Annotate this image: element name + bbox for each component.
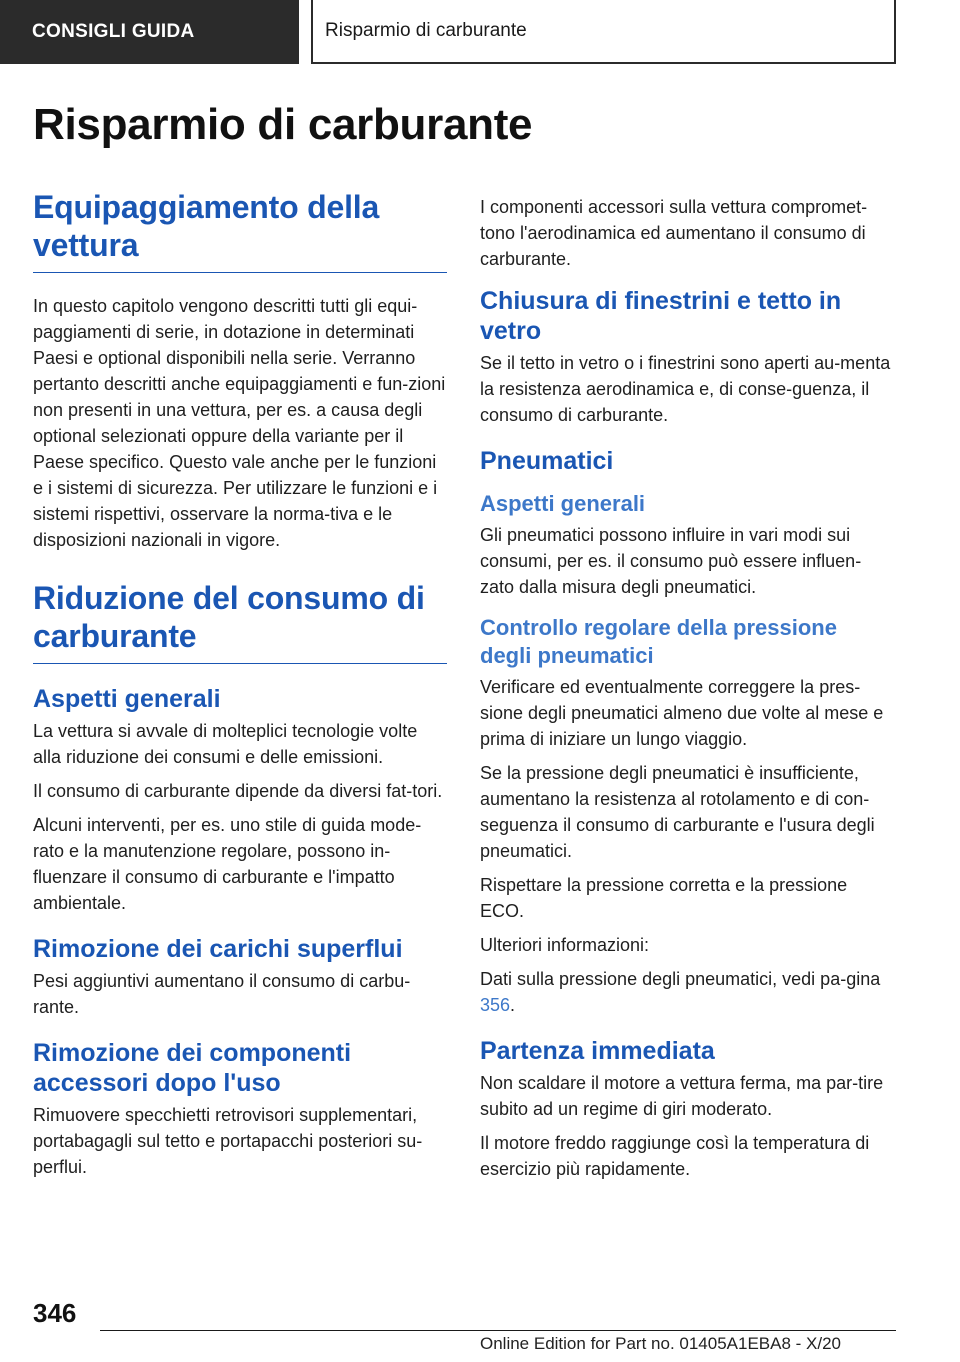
chapter-tab: Risparmio di carburante — [311, 0, 896, 64]
accessories-text: Rimuovere specchietti retrovisori supplementari, portabagagli sul tetto e portapacchi posteriori su-perflui. — [33, 1105, 423, 1177]
pressure-reference — [480, 966, 894, 1018]
general-paragraph: La vettura si avvale di molteplici tecnologie volte alla riduzione dei consumi e delle emissioni. — [33, 721, 418, 767]
general-paragraph: Alcuni interventi, per es. uno stile di guida mode-rato e la manutenzione regolare, possono in-fluenzare il consumo di carburante e l'impatto ambientale. — [33, 815, 422, 913]
pressure-paragraph: Rispettare la pressione corretta e la pressione ECO. — [480, 875, 848, 921]
section-tab: CONSIGLI GUIDA — [0, 0, 299, 64]
tyres-general-text: Gli pneumatici possono influire in vari modi sui consumi, per es. il consumo può essere influen-zato dalla misura degli pneumatici. — [480, 525, 862, 597]
pressure-reference-text: Dati sulla pressione degli pneumatici, vedi pa-gina — [480, 969, 881, 989]
tyres-general-heading: Aspetti generali — [480, 491, 646, 516]
departure-heading: Partenza immediata — [480, 1037, 715, 1065]
general-heading: Aspetti generali — [33, 685, 221, 713]
departure-paragraph: Il motore freddo raggiunge così la temperatura di esercizio più rapidamente. — [480, 1133, 870, 1179]
pressure-heading: Controllo regolare della pressione degli pneumatici — [480, 615, 837, 668]
left-column — [33, 188, 447, 1188]
tyres-heading: Pneumatici — [480, 447, 614, 475]
page-link-356[interactable]: 356 — [480, 995, 511, 1015]
accessories-heading: Rimozione dei componenti accessori dopo l'uso — [33, 1039, 352, 1097]
right-column — [480, 194, 894, 1190]
accessories-continued: I componenti accessori sulla vettura compromet-tono l'aerodinamica ed aumentano il consumo di carburante. — [480, 197, 868, 269]
pressure-paragraph: Verificare ed eventualmente correggere la pres-sione degli pneumatici almeno due volte al mese e prima di iniziare un lungo viaggio. — [480, 677, 884, 749]
page-title: Risparmio di carburante — [33, 100, 533, 149]
footer-divider — [100, 1330, 896, 1331]
reduction-heading: Riduzione del consumo di carburante — [33, 579, 447, 664]
edition-note: Online Edition for Part no. 01405A1EBA8 - X/20 — [480, 1334, 842, 1353]
pressure-reference-suffix: . — [510, 995, 516, 1015]
general-paragraph: Il consumo di carburante dipende da diversi fat-tori. — [33, 781, 443, 801]
page-number: 346 — [33, 1298, 77, 1328]
equipment-text: In questo capitolo vengono descritti tutti gli equi-paggiamenti di serie, in dotazione in determinati Paesi e optional disponibili nella serie. Verranno pertanto descritti anche equipaggiamenti e fun-zioni non presenti in una vettura, per es. a causa degli optional selezionati oppure della variante per il Paese specifico. Questo vale anche per le funzioni e i sistemi di sicurezza. Per utilizzare le funzioni e i sistemi rispettivi, osservare la norma-tiva e le disposizioni nazionali in vigore. — [33, 296, 446, 550]
page-header — [0, 0, 960, 66]
departure-paragraph: Non scaldare il motore a vettura ferma, ma par-tire subito ad un regime di giri moderato. — [480, 1073, 884, 1119]
windows-text: Se il tetto in vetro o i finestrini sono aperti au-menta la resistenza aerodinamica e, di conse-guenza, il consumo di carburante. — [480, 353, 891, 425]
pressure-paragraph: Se la pressione degli pneumatici è insufficiente, aumentano la resistenza al rotolamento e di con-seguenza il consumo di carburante e l'usura degli pneumatici. — [480, 763, 875, 861]
pressure-paragraph: Ulteriori informazioni: — [480, 935, 650, 955]
equipment-heading: Equipaggiamento della vettura — [33, 188, 447, 273]
windows-heading: Chiusura di finestrini e tetto in vetro — [480, 287, 842, 345]
loads-heading: Rimozione dei carichi superflui — [33, 935, 403, 963]
loads-text: Pesi aggiuntivi aumentano il consumo di carbu-rante. — [33, 971, 411, 1017]
